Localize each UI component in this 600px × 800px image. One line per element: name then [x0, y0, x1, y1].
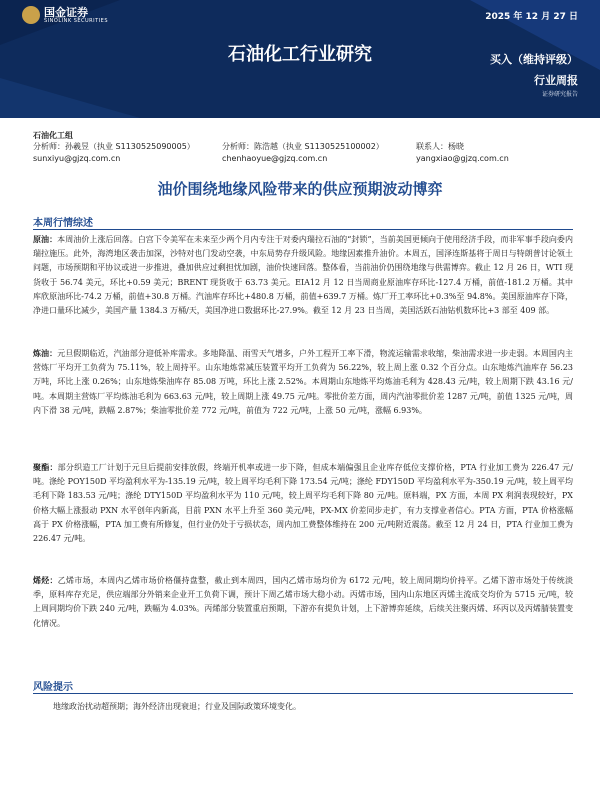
report-date: 2025 年 12 月 27 日: [485, 12, 578, 22]
summary-heading: 本周行情综述: [33, 218, 93, 229]
report-subtype: 证券研究报告: [541, 91, 578, 98]
analyst-2-email[interactable]: chenhaoyue@gjzq.com.cn: [222, 154, 328, 163]
report-header: [0, 0, 600, 118]
crude-text: 本周油价上涨后回落。白宫下令美军在未来至少两个月内专注于对委内瑞拉石油的“封锁”，当前美国更倾向于使用经济手段，而非军事手段向委内瑞拉施压。此外，海湾地区袭击加深，沙特对也门发动空袭，中东局势存升级风险。地缘因素推升油价。本周五，国泽连斯基将于周日与特朗普讨论领土问题，市场预期和平协议或进一步推进，叠加供应过剩担忧加剧，油价快速回落。整体看，当前油价仍围绕地缘与供需博弈。截止 12 月 26 日，WTI 现货收于 56.74 美元，环比+0.59 美元；BRENT 现货收于 63.73 美元。EIA12 月 12 日当周商业原油库存环比-127.4 万桶，前值-181.2 万桶。其中库欣原油环比-74.2 万桶，前值+30.8 万桶。汽油库存环比+480.8 万桶，前值+639.7 万桶。炼厂开工率环比+0.3%至 94.8%。美国原油库存下降，净进口量环比减少，美国产量 1384.3 万桶/天，美国净进口数据环比-27.9%。截至 12 月 23 日当周，美国活跃石油钻机数环比+3 部至 409 部。: [33, 235, 573, 316]
report-title: 石油化工行业研究: [228, 44, 372, 65]
analyst-2: 分析师：陈浩越（执业 S1130525100002）: [222, 142, 384, 151]
risk-divider: [33, 693, 573, 694]
olefin-paragraph: [33, 573, 573, 631]
brand-name-cn: 国金证券: [44, 6, 88, 19]
logo-mark-icon: [22, 6, 40, 24]
olefin-text: 乙烯市场，本周内乙烯市场价格僵持盘整，截止到本周四，国内乙烯市场均价为 6172 元/吨，较上周同期均价持平。乙烯下游市场处于传统淡季，原料库存充足，供应端部分外销来企业开工负荷下调，预计下周乙烯市场大稳小动。丙烯市场，国内山东地区丙烯主流成交均价为 5715 元/吨，较上周同期均价下跌 240 元/吨，跌幅为 4.03%。丙烯部分装置重启预期，下游亦有提负计划，上下游博弈延续，后续关注聚丙烯、环丙以及丙烯腈装置变化情况。: [33, 576, 574, 628]
analyst-1: 分析师：孙羲昱（执业 S1130525090005）: [33, 142, 195, 151]
contact-person: 联系人：杨晓: [416, 142, 464, 151]
crude-label: 原油：: [33, 234, 58, 244]
summary-divider: [33, 229, 573, 230]
crude-paragraph: [33, 232, 573, 318]
olefin-label: 烯烃：: [33, 575, 58, 585]
polyester-paragraph: [33, 460, 573, 546]
refining-label: 炼油：: [33, 348, 58, 358]
brand-name-en: SINOLINK SECURITIES: [44, 18, 108, 24]
report-type: 行业周报: [534, 74, 578, 87]
analyst-1-email[interactable]: sunxiyu@gjzq.com.cn: [33, 154, 121, 163]
risk-text: 地缘政治扰动超预期；海外经济出现衰退；行业及国际政策环境变化。: [53, 702, 301, 711]
polyester-text: 部分织造工厂计划于元旦后提前安排放假，终端开机率或进一步下降，但成本端偏强且企业库存低位支撑价格，PTA 行业加工费为 226.47 元/吨。涤纶 POY150D 平均盈利水平为-135.19 元/吨，较上周平均毛利下降 173.54 元/吨；涤纶 FDY150D 平均盈利水平为-350.19 元/吨，较上周平均毛利下降 183.53 元/吨；涤纶 DTY150D 平均盈利水平为 110 元/吨，较上周平均毛利下降 80 元/吨。原料端，PX 方面，本周 PX 利润表现较好，PX 价格大幅上涨报动 PXN 水平创年内新高，目前 PXN 水平上升至 360 美元/吨，PX-MX 价差同步走扩，有力支撑业者信心。PTA 方面，PTA 价格涨幅高于 PX 价格涨幅，PTA 加工费有所修复，但行业仍处于亏损状态，周内加工费整体维持在 200 元/吨附近震荡。截至 12 月 24 日，PTA 行业加工费为 226.47 元/吨。: [33, 463, 574, 544]
contact-email[interactable]: yangxiao@gjzq.com.cn: [416, 154, 509, 163]
research-group: 石油化工组: [33, 131, 73, 140]
rating-label: 买入（维持评级）: [490, 53, 578, 66]
polyester-label: 聚酯：: [33, 462, 58, 472]
refining-paragraph: [33, 346, 573, 418]
risk-heading: 风险提示: [33, 682, 73, 693]
refining-text: 元旦假期临近，汽油部分迎低补库需求。多地降温、雨雪天气增多，户外工程开工率下滑，物流运输需求收缩，柴油需求进一步走弱。本周国内主营炼厂平均开工负荷为 75.11%，较上周持平。山东地炼常减压装置平均开工负荷为 56.22%，较上周上涨 0.32 个百分点。山东地炼汽油库存 56.23 万吨，环比上涨 0.26%；山东地炼柴油库存 85.08 万吨，环比上涨 2.52%。本周期山东地炼平均炼油毛利为 428.43 元/吨，较上周期下跌 43.16 元/吨。本周期主营炼厂平均炼油毛利为 663.63 元/吨，较上周期上涨 49.75 元/吨。零批价差方面，周内汽油零批价差 1287 元/吨，前值 1325 元/吨，周内下滑 38 元/吨，跌幅 2.87%；柴油零批价差 772 元/吨，前值为 722 元/吨，上涨 50 元/吨，涨幅 6.93%。: [33, 349, 573, 415]
main-title: 油价围绕地缘风险带来的供应预期波动博弈: [157, 180, 443, 198]
